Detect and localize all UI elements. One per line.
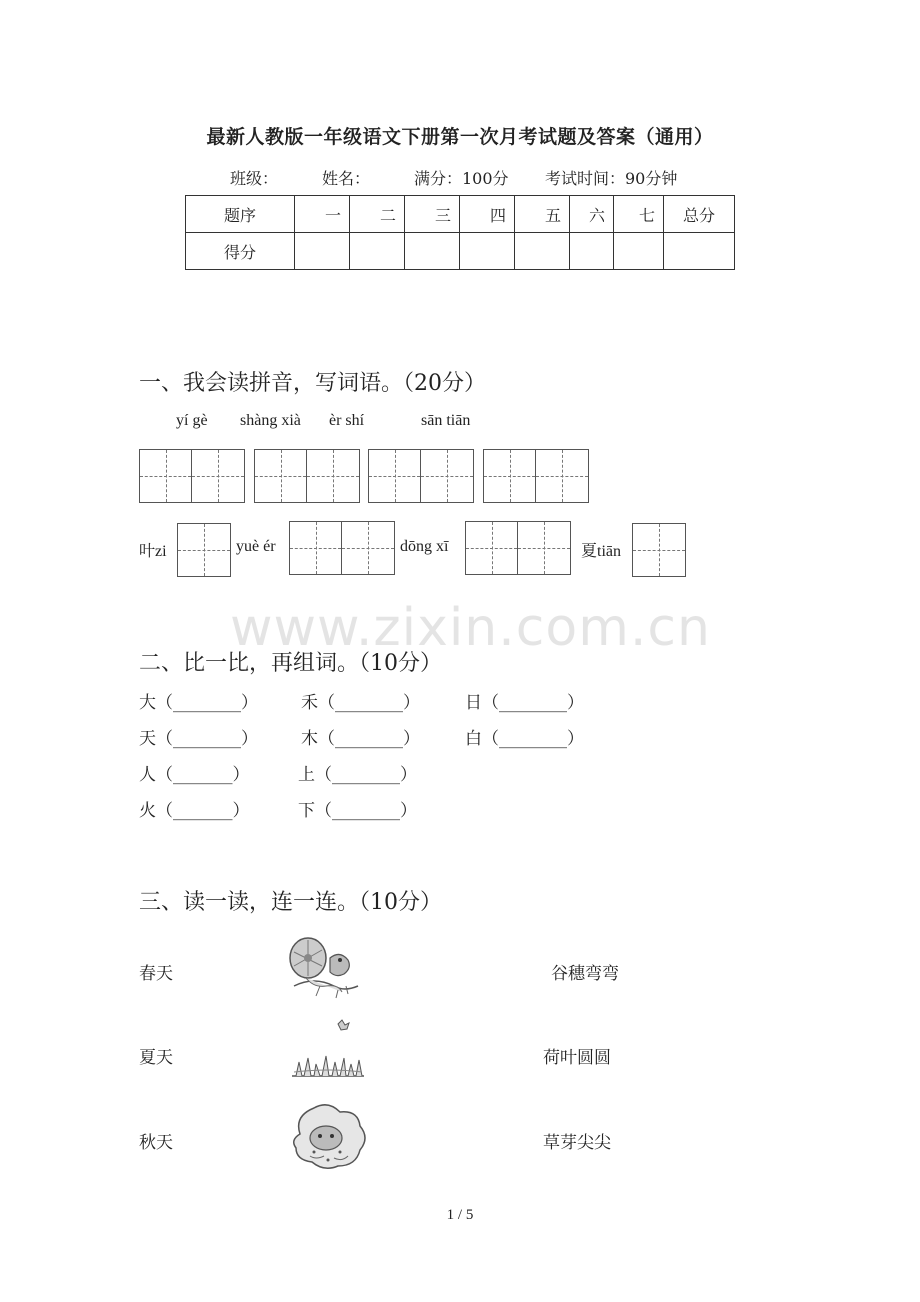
phrase-lotus[interactable]: 荷叶圆圆: [543, 1048, 611, 1068]
word-pair-item[interactable]: 人（_______）: [139, 765, 250, 785]
tian-cell[interactable]: [466, 522, 518, 574]
section2-heading: 二、比一比，再组词。（10分）: [139, 651, 442, 676]
section3-heading: 三、读一读，连一连。（10分）: [139, 890, 442, 915]
writing-grid-4[interactable]: [483, 449, 589, 503]
tian-cell[interactable]: [290, 522, 342, 574]
score-col-2: 二: [350, 196, 405, 233]
word-pair-item[interactable]: 火（_______）: [139, 801, 250, 821]
word-pair-item[interactable]: 天（________）: [139, 729, 258, 749]
tian-cell[interactable]: [421, 450, 473, 502]
writing-grid-8[interactable]: [632, 523, 686, 577]
section1-heading: 一、我会读拼音，写词语。（20分）: [139, 371, 486, 396]
tian-cell[interactable]: [342, 522, 394, 574]
tian-cell[interactable]: [255, 450, 307, 502]
full-score-label: 满分：100分: [414, 169, 509, 188]
pinyin-word-1: yí gè: [176, 412, 208, 429]
score-cell[interactable]: [515, 233, 570, 270]
score-cell[interactable]: [614, 233, 664, 270]
pinyin-word-3: èr shí: [329, 412, 365, 429]
word-pair-item[interactable]: 上（________）: [298, 765, 417, 785]
score-col-3: 三: [405, 196, 460, 233]
lotus-leaf-frog-illustration[interactable]: [286, 928, 366, 1004]
pinyin-word-4: sān tiān: [421, 412, 471, 429]
score-table-score-row: [186, 233, 735, 270]
score-cell[interactable]: [405, 233, 460, 270]
season-autumn[interactable]: 秋天: [139, 1133, 173, 1153]
word-pair-item[interactable]: 木（________）: [301, 729, 420, 749]
name-label: 姓名：: [322, 169, 371, 188]
writing-grid-3[interactable]: [368, 449, 474, 503]
word-pair-item[interactable]: 日（________）: [465, 693, 584, 713]
score-cell[interactable]: [570, 233, 614, 270]
score-table-header-row: [186, 196, 735, 233]
score-col-total: 总分: [664, 196, 735, 233]
score-cell[interactable]: [460, 233, 515, 270]
row2-label-4: 夏tiān: [581, 543, 621, 560]
tian-cell[interactable]: [633, 524, 685, 576]
question-order-label: 题序: [186, 196, 295, 233]
writing-grid-2[interactable]: [254, 449, 360, 503]
pinyin-word-2: shàng xià: [240, 412, 301, 429]
tian-cell[interactable]: [178, 524, 230, 576]
season-spring[interactable]: 春天: [139, 964, 173, 984]
score-cell[interactable]: [664, 233, 735, 270]
grass-sprouts-illustration[interactable]: [290, 1016, 366, 1080]
writing-grid-1[interactable]: [139, 449, 245, 503]
class-label: 班级：: [230, 169, 279, 188]
score-table: [185, 195, 735, 270]
season-summer[interactable]: 夏天: [139, 1048, 173, 1068]
score-col-6: 六: [570, 196, 614, 233]
row2-label-2: yuè ér: [236, 538, 276, 555]
score-col-1: 一: [295, 196, 350, 233]
watermark: www.zixin.com.cn: [230, 598, 711, 658]
page-title: 最新人教版一年级语文下册第一次月考试题及答案（通用）: [206, 126, 714, 148]
word-pair-item[interactable]: 禾（________）: [301, 693, 420, 713]
tian-cell[interactable]: [518, 522, 570, 574]
word-pair-item[interactable]: 白（________）: [465, 729, 584, 749]
row2-label-1: 叶zi: [139, 543, 167, 560]
page-number: 1 / 5: [446, 1207, 474, 1223]
score-cell[interactable]: [295, 233, 350, 270]
word-pair-item[interactable]: 下（________）: [298, 801, 417, 821]
phrase-grass[interactable]: 草芽尖尖: [543, 1133, 611, 1153]
score-col-5: 五: [515, 196, 570, 233]
tian-cell[interactable]: [536, 450, 588, 502]
grain-ear-illustration[interactable]: [288, 1100, 368, 1174]
word-pair-item[interactable]: 大（________）: [139, 693, 258, 713]
tian-cell[interactable]: [307, 450, 359, 502]
phrase-grain[interactable]: 谷穗弯弯: [551, 964, 619, 984]
writing-grid-7[interactable]: [465, 521, 571, 575]
exam-time-label: 考试时间：90分钟: [545, 169, 678, 188]
tian-cell[interactable]: [484, 450, 536, 502]
score-cell[interactable]: [350, 233, 405, 270]
score-col-7: 七: [614, 196, 664, 233]
row2-label-3: dōng xī: [400, 538, 449, 555]
writing-grid-5[interactable]: [177, 523, 231, 577]
writing-grid-6[interactable]: [289, 521, 395, 575]
tian-cell[interactable]: [369, 450, 421, 502]
score-col-4: 四: [460, 196, 515, 233]
tian-cell[interactable]: [140, 450, 192, 502]
tian-cell[interactable]: [192, 450, 244, 502]
score-row-label: 得分: [186, 233, 295, 270]
